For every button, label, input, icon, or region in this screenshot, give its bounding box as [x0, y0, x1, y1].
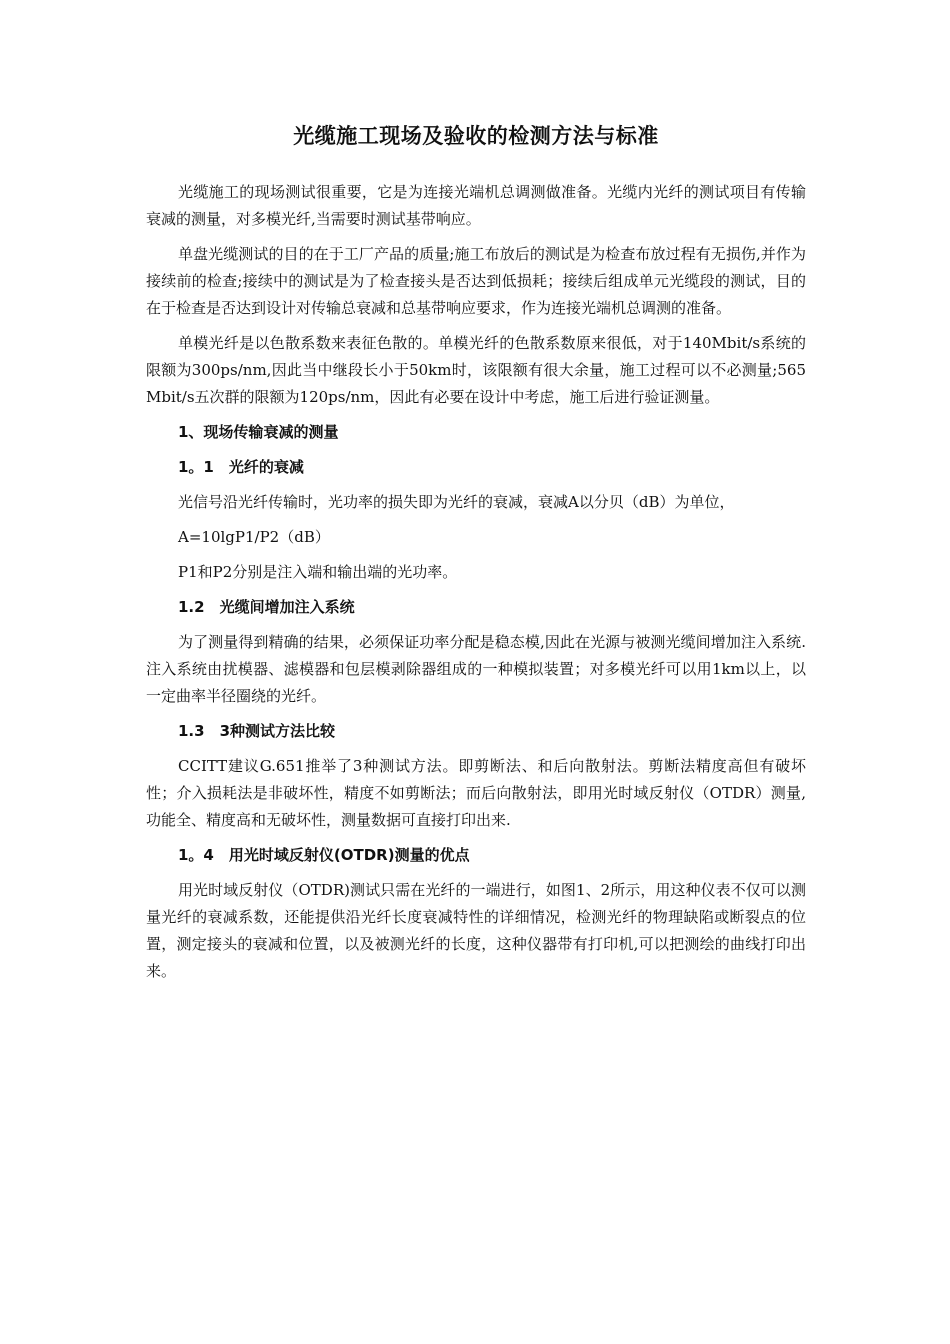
section-heading-1-2: 1.2 光缆间增加注入系统 — [178, 598, 355, 616]
paragraph-otdr-advantages: 用光时域反射仪（OTDR)测试只需在光纤的一端进行，如图1、2所示，用这种仪表不仅可以测量光纤的衰减系数，还能提供沿光纤长度衰减特性的详细情况，检测光纤的物理缺陷或断裂点的位置，测定接头的衰减和位置，以及被测光纤的长度，这种仪器带有打印机,可以把测绘的曲线打印出来。 — [146, 881, 806, 980]
paragraph-intro: 光缆施工的现场测试很重要，它是为连接光端机总调测做准备。光缆内光纤的测试项目有传输衰减的测量，对多模光纤,当需要时测试基带响应。 — [146, 183, 806, 228]
section-heading-1: 1、现场传输衰减的测量 — [178, 423, 339, 441]
paragraph-attenuation: 光信号沿光纤传输时，光功率的损失即为光纤的衰减，衰减A以分贝（dB）为单位， — [178, 493, 735, 511]
section-heading-1-4: 1。4 用光时域反射仪(OTDR)测量的优点 — [178, 846, 470, 864]
paragraph-single-reel-test: 单盘光缆测试的目的在于工厂产品的质量;施工布放后的测试是为检查布放过程有无损伤,并作为接续前的检查;接续中的测试是为了检查接头是否达到低损耗；接续后组成单元光缆段的测试，目的在于检查是否达到设计对传输总衰减和总基带响应要求，作为连接光端机总调测的准备。 — [146, 245, 806, 317]
section-heading-1-3: 1.3 3种测试方法比较 — [178, 722, 336, 740]
paragraph-injection-system: 为了测量得到精确的结果，必须保证功率分配是稳态模,因此在光源与被测光缆间增加注入系统.注入系统由扰模器、滤模器和包层模剥除器组成的一种模拟装置；对多模光纤可以用1km以上，以一定曲率半径圈绕的光纤。 — [146, 633, 806, 705]
section-heading-1-1: 1。1 光纤的衰减 — [178, 458, 304, 476]
paragraph-p1-p2: P1和P2分别是注入端和输出端的光功率。 — [178, 563, 458, 581]
document-page — [146, 118, 806, 993]
paragraph-dispersion: 单模光纤是以色散系数来表征色散的。单模光纤的色散系数原来很低，对于140Mbit/s系统的限额为300ps/nm,因此当中继段长小于50km时，该限额有很大余量，施工过程可以不必测量;565Mbit/s五次群的限额为120ps/nm，因此有必要在设计中考虑，施工后进行验证测量。 — [146, 334, 806, 406]
formula-attenuation: A=10lgP1/P2（dB） — [178, 528, 330, 546]
document-title: 光缆施工现场及验收的检测方法与标准 — [293, 124, 659, 148]
paragraph-test-methods: CCITT建议G.651推举了3种测试方法。即剪断法、和后向散射法。剪断法精度高但有破坏性；介入损耗法是非破坏性，精度不如剪断法；而后向散射法，即用光时域反射仪（OTDR）测量,功能全、精度高和无破坏性，测量数据可直接打印出来. — [146, 757, 806, 829]
